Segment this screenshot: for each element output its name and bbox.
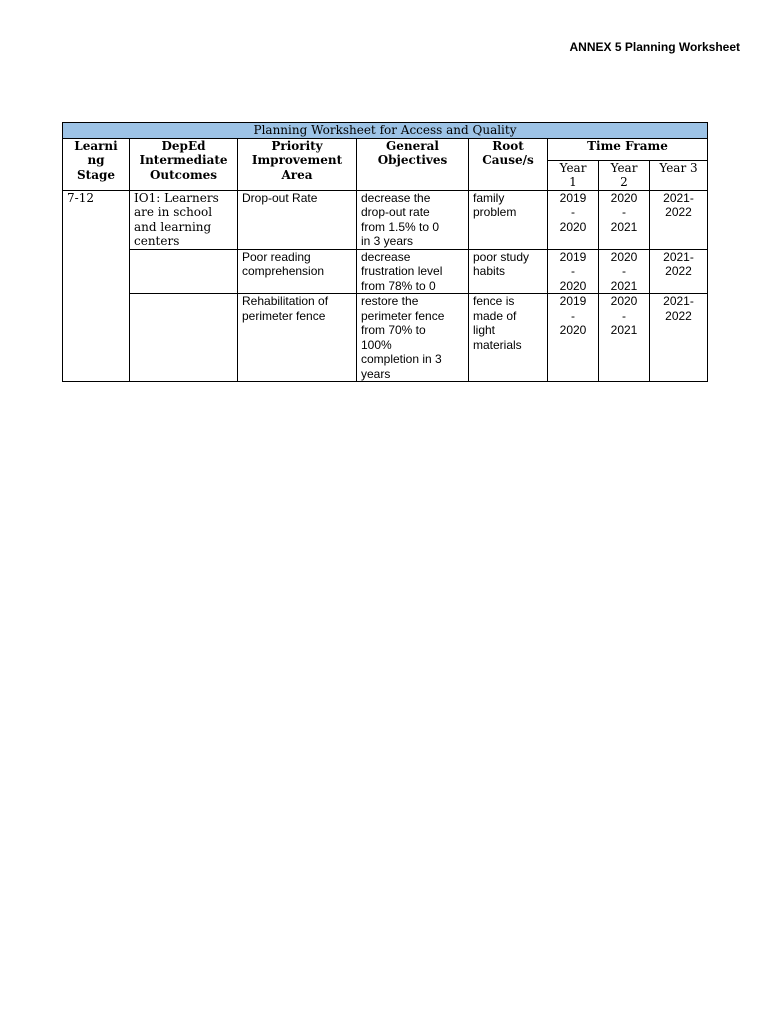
header-learning-stage: Learni ng Stage [63,138,130,190]
year2-cell: 2020 - 2021 [599,249,650,294]
header-deped-outcomes: DepEd Intermediate Outcomes [130,138,238,190]
outcome-cell [130,294,238,382]
header-root-causes: Root Cause/s [469,138,548,190]
header-year-3: Year 3 [650,160,708,190]
priority-cell: Poor reading comprehension [238,249,357,294]
priority-cell: Drop-out Rate [238,190,357,249]
year2-cell: 2020 - 2021 [599,294,650,382]
table-row [63,249,708,294]
table-title-row [63,123,708,139]
annex-title: ANNEX 5 Planning Worksheet [569,40,740,54]
year2-cell: 2020 - 2021 [599,190,650,249]
learning-stage-value: 7-12 [63,190,130,382]
priority-cell: Rehabilitation of perimeter fence [238,294,357,382]
cause-cell: fence is made of light materials [469,294,548,382]
year3-cell: 2021- 2022 [650,294,708,382]
year1-cell: 2019 - 2020 [548,249,599,294]
header-row [63,138,708,160]
table-title: Planning Worksheet for Access and Quality [63,123,708,139]
header-year-1: Year 1 [548,160,599,190]
header-time-frame: Time Frame [548,138,708,160]
header-general-objectives: General Objectives [357,138,469,190]
outcome-cell: IO1: Learners are in school and learning centers [130,190,238,249]
table-row [63,294,708,382]
year1-cell: 2019 - 2020 [548,294,599,382]
year1-cell: 2019 - 2020 [548,190,599,249]
objective-cell: decrease the drop-out rate from 1.5% to 0 in 3 years [357,190,469,249]
year3-cell: 2021- 2022 [650,249,708,294]
cause-cell: poor study habits [469,249,548,294]
header-priority-area: Priority Improvement Area [238,138,357,190]
objective-cell: decrease frustration level from 78% to 0 [357,249,469,294]
table-row [63,190,708,249]
cause-cell: family problem [469,190,548,249]
planning-worksheet-table [62,122,708,382]
header-year-2: Year 2 [599,160,650,190]
outcome-cell [130,249,238,294]
objective-cell: restore the perimeter fence from 70% to 100% completion in 3 years [357,294,469,382]
year3-cell: 2021- 2022 [650,190,708,249]
